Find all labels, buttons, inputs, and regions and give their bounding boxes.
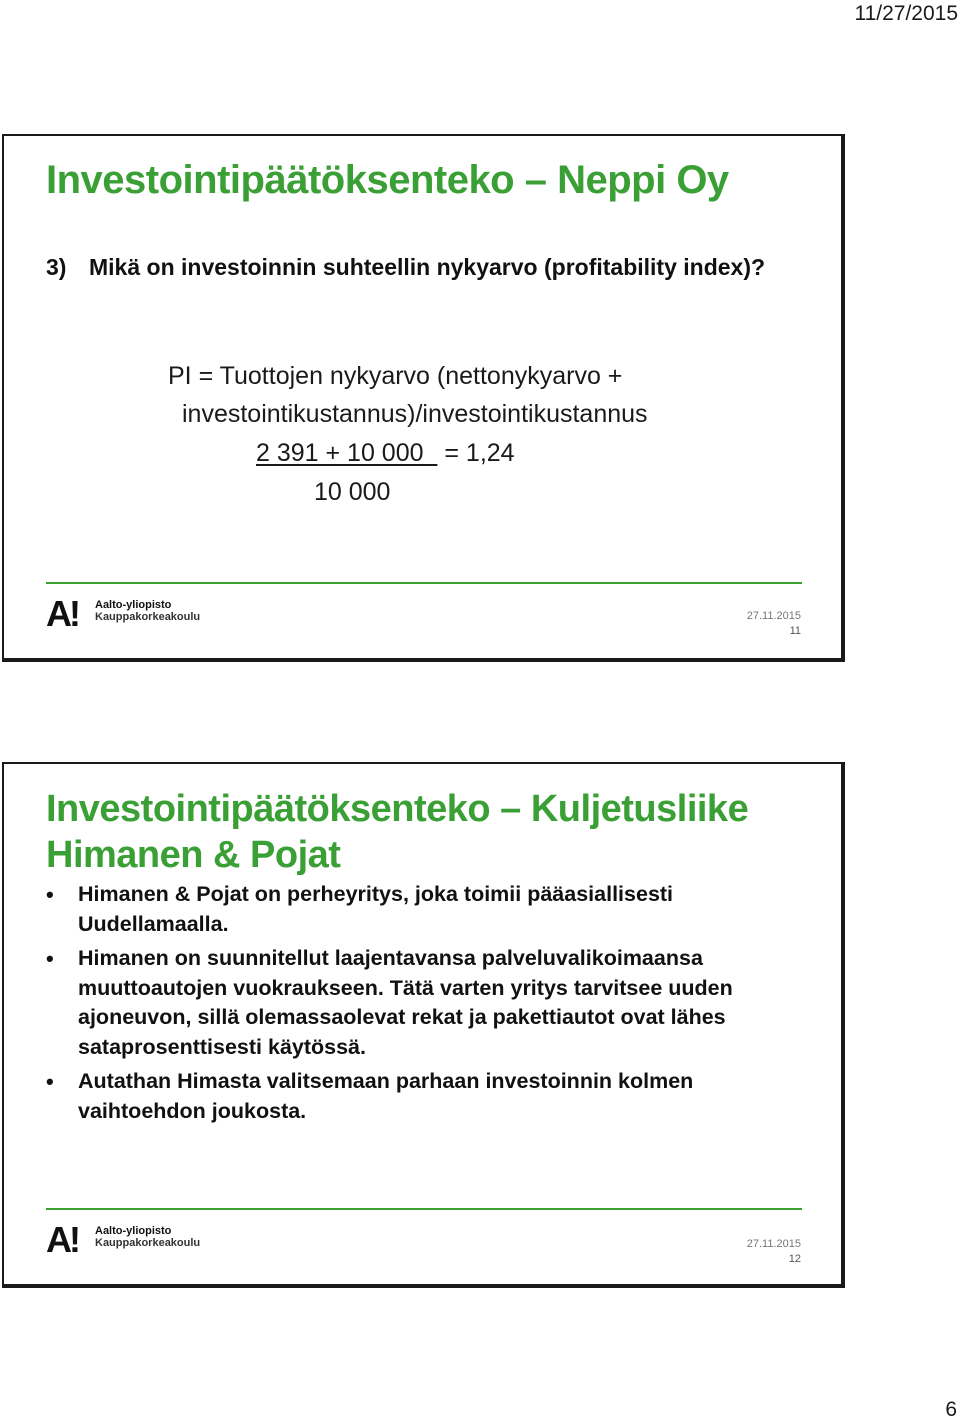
pi-formula bbox=[168, 357, 768, 433]
bullet-item: • Autathan Himasta valitsemaan parhaan investoinnin kolmen vaihtoehdon joukosta. bbox=[46, 1067, 806, 1126]
calc-result: = 1,24 bbox=[437, 439, 515, 467]
logo-school: Kauppakorkeakoulu bbox=[95, 1237, 201, 1249]
slide-12 bbox=[2, 762, 845, 1288]
aalto-logo bbox=[46, 1219, 216, 1260]
bullet-item: • Himanen & Pojat on perheyritys, joka toimii pääasiallisesti Uudellamaalla. bbox=[46, 880, 806, 939]
logo-university: Aalto-yliopisto bbox=[95, 1225, 172, 1237]
pi-calculation bbox=[256, 436, 515, 470]
bullet-list bbox=[46, 880, 806, 1131]
bullet-item: • Himanen on suunnitellut laajentavansa palveluvalikoimaansa muuttoautojen vuokraukseen. Tätä varten yritys tarvitsee uuden ajoneuvon, sillä olemassaolevat rekat ja pakettiautot ovat lähes sataprosenttisesti käytössä. bbox=[46, 944, 806, 1062]
formula-line-2: investointikustannus)/investointikustannus bbox=[182, 400, 648, 428]
logo-school: Kauppakorkeakoulu bbox=[95, 611, 201, 623]
question-number: 3) bbox=[46, 254, 67, 280]
slide-title: Investointipäätöksenteko – Kuljetusliike Himanen & Pojat bbox=[46, 788, 749, 876]
slide-number: 12 bbox=[788, 1253, 801, 1265]
slide-title: Investointipäätöksenteko – Neppi Oy bbox=[46, 158, 729, 202]
question bbox=[46, 252, 766, 282]
aalto-logo bbox=[46, 593, 216, 634]
slide-number: 11 bbox=[789, 625, 801, 637]
question-text: Mikä on investoinnin suhteellin nykyarvo (profitability index)? bbox=[89, 254, 766, 280]
aalto-logo-mark: A! bbox=[46, 593, 78, 634]
slide-date: 27.11.2015 bbox=[746, 1238, 801, 1250]
aalto-logo-mark: A! bbox=[46, 1219, 78, 1260]
page-number: 6 bbox=[945, 1398, 957, 1421]
print-date: 11/27/2015 bbox=[854, 2, 958, 25]
calc-numerator: 2 391 + 10 000 bbox=[256, 439, 438, 467]
slide-date: 27.11.2015 bbox=[746, 610, 801, 622]
slide-11 bbox=[2, 134, 845, 662]
footer-divider bbox=[46, 582, 802, 584]
logo-university: Aalto-yliopisto bbox=[95, 599, 172, 611]
calc-denominator: 10 000 bbox=[314, 478, 391, 506]
formula-line-1: PI = Tuottojen nykyarvo (nettonykyarvo + bbox=[168, 362, 623, 390]
footer-divider bbox=[46, 1208, 802, 1210]
